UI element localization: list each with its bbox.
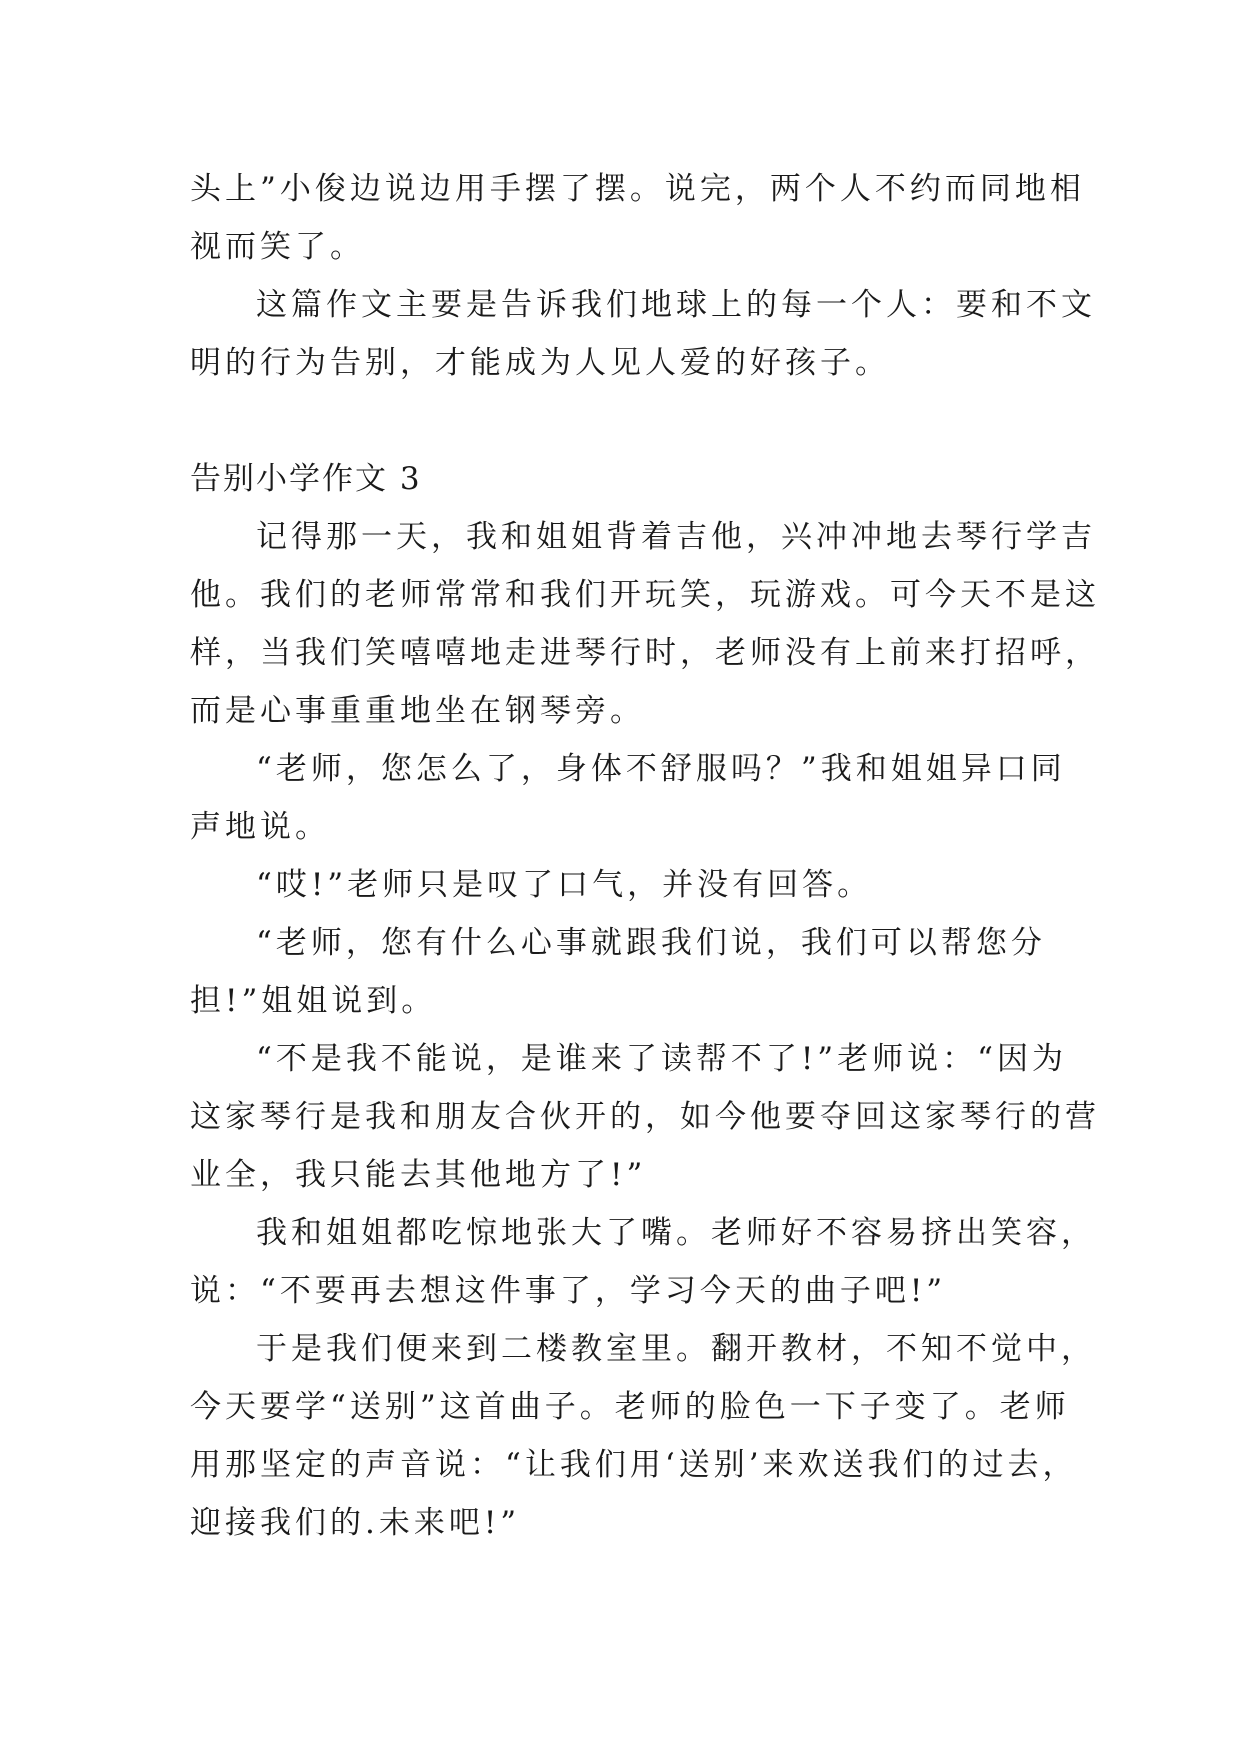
paragraph xyxy=(190,856,1050,914)
paragraph xyxy=(190,914,1050,1030)
text-line: 样，当我们笑嘻嘻地走进琴行时，老师没有上前来打招呼， xyxy=(190,635,1100,671)
document-body xyxy=(190,160,1100,1552)
text-line: 业全，我只能去其他地方了!” xyxy=(190,1157,647,1193)
spacer xyxy=(190,392,1050,450)
text-line: 他。我们的老师常常和我们开玩笑，玩游戏。可今天不是这 xyxy=(190,577,1100,613)
text-line: 这篇作文主要是告诉我们地球上的每一个人：要和不文 xyxy=(256,287,1096,323)
text-line: “哎!”老师只是叹了口气，并没有回答。 xyxy=(256,867,873,903)
text-line: 头上”小俊边说边用手摆了摆。说完，两个人不约而同地相 xyxy=(190,171,1085,207)
text-line: 而是心事重重地坐在钢琴旁。 xyxy=(190,693,645,729)
text-line: 于是我们便来到二楼教室里。翻开教材，不知不觉中， xyxy=(256,1331,1096,1367)
text-line: 声地说。 xyxy=(190,809,330,845)
text-line: 我和姐姐都吃惊地张大了嘴。老师好不容易挤出笑容， xyxy=(256,1215,1096,1251)
paragraph xyxy=(190,160,1085,276)
text-line: “老师，您怎么了，身体不舒服吗？”我和姐姐异口同 xyxy=(256,751,1066,787)
text-line: 说：“不要再去想这件事了，学习今天的曲子吧!” xyxy=(190,1273,947,1309)
text-line: 这家琴行是我和朋友合伙开的，如今他要夺回这家琴行的营 xyxy=(190,1099,1100,1135)
paragraph xyxy=(190,1320,1096,1552)
text-line: 明的行为告别，才能成为人见人爱的好孩子。 xyxy=(190,345,890,381)
text-line: 担!”姐姐说到。 xyxy=(190,983,437,1019)
text-line: “不是我不能说，是谁来了读帮不了!”老师说：“因为 xyxy=(256,1041,1067,1077)
text-line: 今天要学“送别”这首曲子。老师的脸色一下子变了。老师 xyxy=(190,1389,1070,1425)
text-line: 视而笑了。 xyxy=(190,229,365,265)
paragraph xyxy=(190,508,1100,740)
text-line: 迎接我们的.未来吧!” xyxy=(190,1505,521,1541)
section-title: 告别小学作文 3 xyxy=(190,461,422,497)
text-line: “老师，您有什么心事就跟我们说，我们可以帮您分 xyxy=(256,925,1046,961)
paragraph xyxy=(190,1204,1096,1320)
paragraph xyxy=(190,740,1066,856)
text-line: 记得那一天，我和姐姐背着吉他，兴冲冲地去琴行学吉 xyxy=(256,519,1096,555)
text-line: 用那坚定的声音说：“让我们用‘送别’来欢送我们的过去， xyxy=(190,1447,1078,1483)
paragraph xyxy=(190,1030,1100,1204)
paragraph xyxy=(190,276,1096,392)
